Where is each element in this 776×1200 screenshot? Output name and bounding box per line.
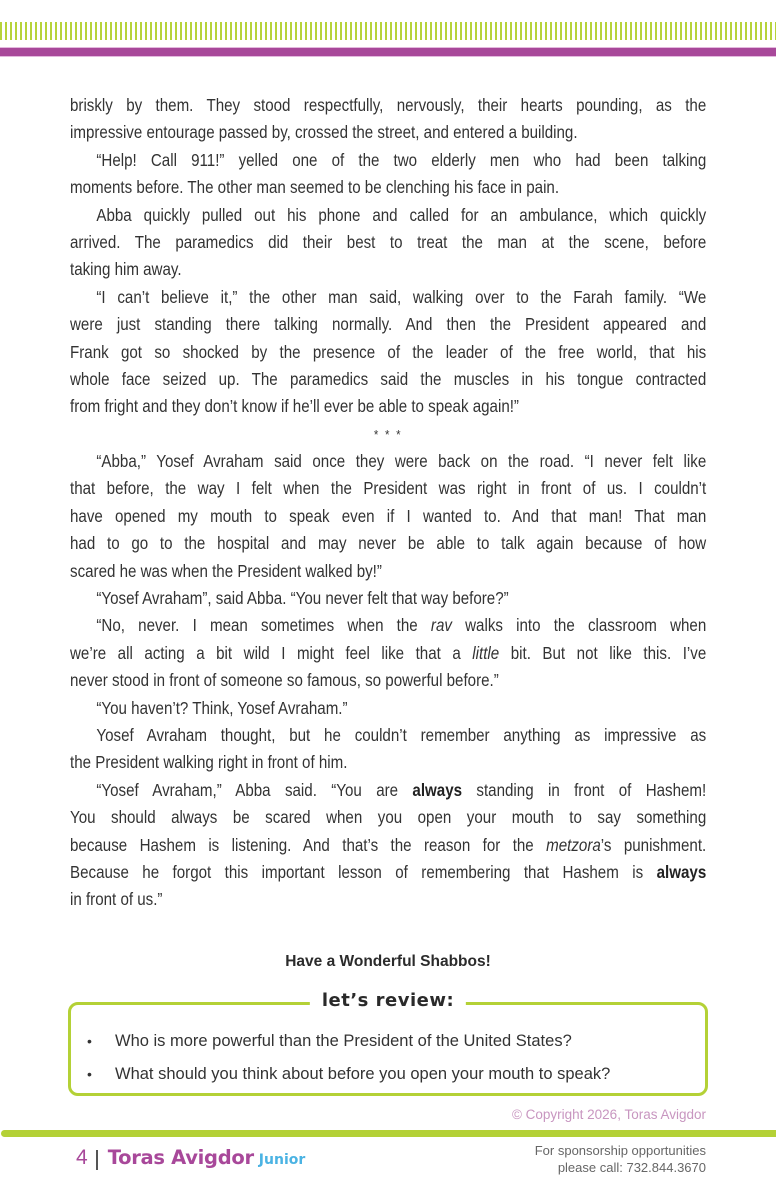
header-stripe-pattern (0, 22, 776, 40)
bullet-icon: • (87, 1033, 92, 1049)
story-line: the President walking right in front of him. (70, 752, 348, 773)
text-run: “No, never. I mean sometimes when the (96, 615, 431, 636)
story-line: in front of us.” (70, 889, 163, 910)
italic-word: rav (430, 615, 452, 636)
story-text (70, 92, 706, 914)
text-run: because Hashem is listening. And that’s the reason for the (70, 834, 547, 855)
text-run: ’s punishment. (600, 834, 707, 855)
section-break: * * * (373, 426, 403, 442)
review-question (87, 1025, 610, 1058)
question-text: Who is more powerful than the President of the United States? (115, 1032, 572, 1050)
text-run: Because he forgot this important lesson of remembering that Hashem is (70, 861, 657, 882)
story-line: “I can’t believe it,” the other man said, walking over to the Farah family. “We (96, 286, 707, 307)
brand-logo-sub: Junior (258, 1152, 306, 1168)
story-line: “Abba,” Yosef Avraham said once they were back on the road. “I never felt like (96, 451, 707, 472)
review-question (87, 1058, 610, 1091)
story-line: whole face seized up. The paramedics said the muscles in his tongue contracted (70, 368, 707, 389)
story-line (70, 612, 706, 639)
text-run: we’re all acting a bit wild I might feel like that a (70, 642, 473, 663)
story-line: “You haven’t? Think, Yosef Avraham.” (96, 697, 348, 718)
story-line: You should always be scared when you open your mouth to say something (70, 807, 707, 828)
divider (96, 1150, 98, 1170)
story-line: that before, the way I felt when the President was right in front of us. I couldn’t (70, 478, 707, 499)
text-run: “Yosef Avraham,” Abba said. “You are (96, 779, 413, 800)
review-title: let’s review: (310, 990, 466, 1011)
closing-greeting: Have a Wonderful Shabbos! (285, 953, 491, 970)
sponsorship-line: For sponsorship opportunities (534, 1143, 706, 1158)
footer-branding (76, 1146, 305, 1174)
review-questions (87, 1025, 610, 1091)
text-run: walks into the classroom when (451, 615, 707, 636)
text-run: standing in front of Hashem! (462, 779, 707, 800)
story-line: Yosef Avraham thought, but he couldn’t remember anything as impressive as (96, 724, 707, 745)
text-run: bit. But not like this. I’ve (499, 642, 707, 663)
story-line: impressive entourage passed by, crossed the street, and entered a building. (70, 122, 578, 143)
copyright-notice: © Copyright 2026, Toras Avigdor (511, 1107, 706, 1122)
bold-word: always (412, 779, 463, 800)
brand-logo: Toras Avigdor (107, 1146, 254, 1169)
story-line: have opened my mouth to speak even if I wanted to. And that man! That man (70, 505, 707, 526)
sponsorship-info (535, 1142, 706, 1176)
story-line (70, 777, 706, 804)
italic-word: metzora (546, 834, 601, 855)
story-line: moments before. The other man seemed to be clenching his face in pain. (70, 177, 560, 198)
story-line: briskly by them. They stood respectfully, nervously, their hearts pounding, as the (70, 95, 707, 115)
header-purple-bar (0, 48, 776, 56)
footer-green-bar (1, 1130, 776, 1137)
italic-word: little (472, 642, 500, 663)
story-line (70, 859, 706, 886)
story-line: from fright and they don’t know if he’ll ever be able to speak again!” (70, 396, 519, 417)
story-line (70, 640, 706, 667)
story-line (70, 832, 706, 859)
story-line: scared he was when the President walked by!” (70, 560, 382, 581)
sponsorship-phone: please call: 732.844.3670 (557, 1160, 706, 1175)
story-line: Frank got so shocked by the presence of the leader of the free world, that his (70, 341, 707, 362)
story-line: arrived. The paramedics did their best to treat the man at the scene, before (70, 231, 707, 252)
story-line: taking him away. (70, 259, 182, 280)
bullet-icon: • (87, 1066, 92, 1082)
question-text: What should you think about before you open your mouth to speak? (115, 1065, 611, 1083)
story-line: “Yosef Avraham”, said Abba. “You never felt that way before?” (96, 588, 509, 609)
bold-word: always (656, 861, 707, 882)
story-line: Abba quickly pulled out his phone and called for an ambulance, which quickly (96, 204, 707, 225)
story-line: never stood in front of someone so famous, so powerful before.” (70, 670, 499, 691)
story-line: had to go to the hospital and may never be able to talk again because of how (70, 533, 707, 554)
story-line: “Help! Call 911!” yelled one of the two elderly men who had been talking (96, 149, 707, 170)
review-box (68, 990, 708, 1096)
page-number: 4 (76, 1146, 88, 1169)
story-line: were just standing there talking normally. And then the President appeared and (70, 314, 707, 335)
